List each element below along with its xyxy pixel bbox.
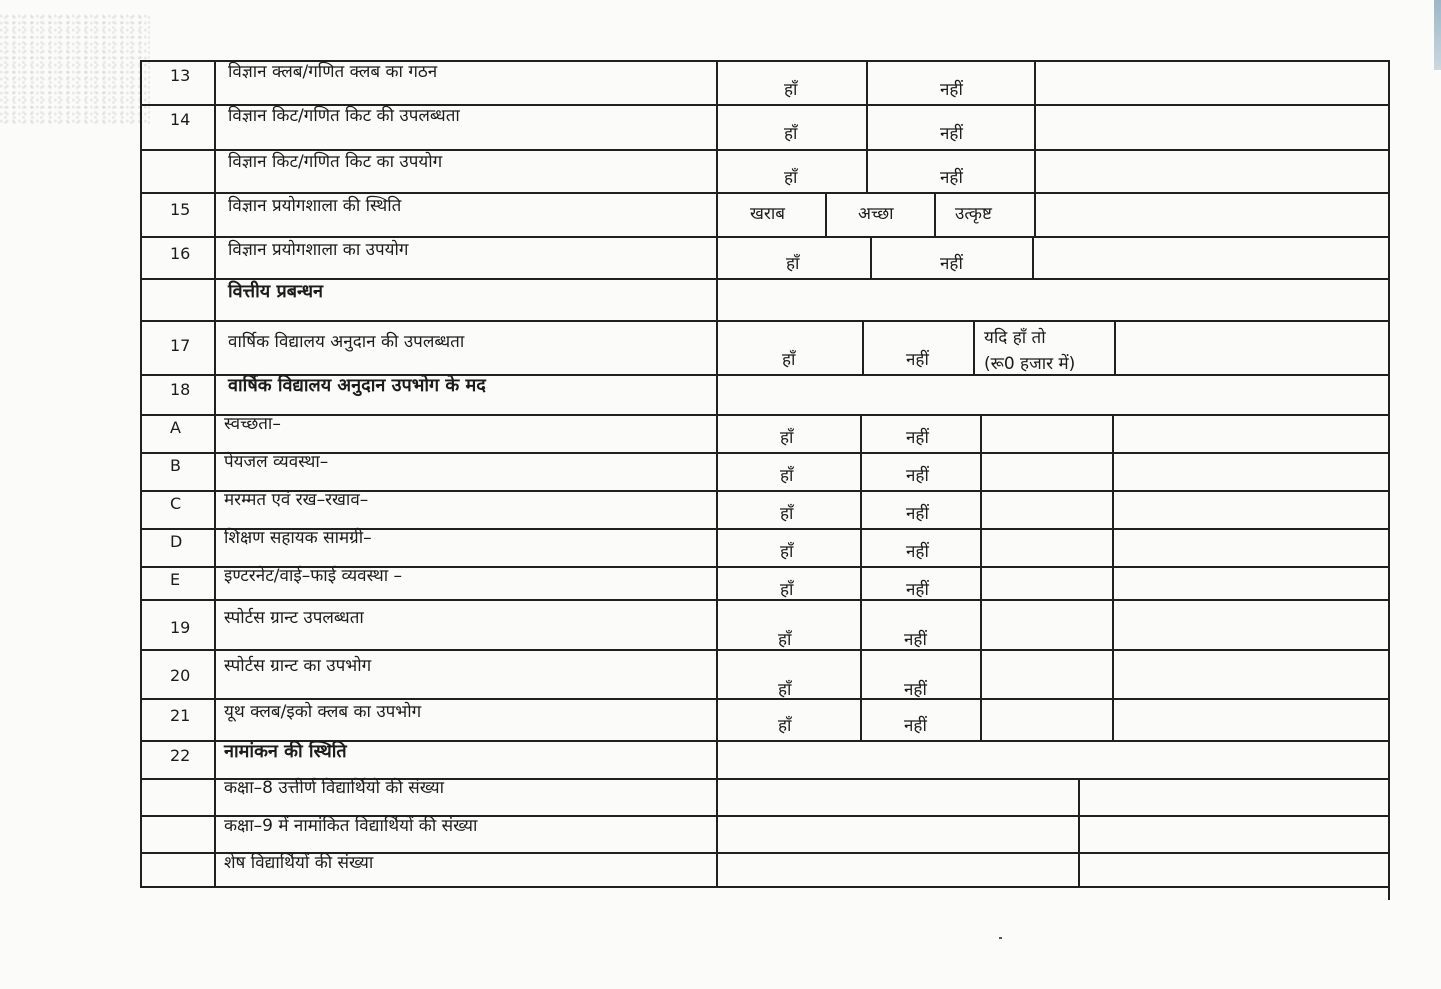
- row-number: A: [170, 418, 181, 437]
- row-label: स्पोर्टस ग्रान्ट उपलब्धता: [224, 608, 364, 628]
- no-option: नहीं: [904, 716, 927, 736]
- row-number: 13: [170, 66, 191, 85]
- choice-col-1-0: [870, 236, 872, 278]
- choice-col-0-0: [866, 60, 868, 192]
- row-number: 18: [170, 380, 191, 399]
- row-label: शेष विद्यार्थियों की संख्या: [224, 853, 374, 873]
- row-label: वार्षिक विद्यालय अनुदान की उपलब्धता: [228, 332, 465, 352]
- row-number: 20: [170, 666, 191, 685]
- row-border-20: [140, 886, 1388, 888]
- scan-dot: [999, 937, 1002, 939]
- row-label: विज्ञान किट/गणित किट की उपलब्धता: [228, 106, 460, 126]
- row-label: विज्ञान क्लब/गणित क्लब का गठन: [228, 62, 438, 82]
- choice-col-3-0: [860, 414, 862, 740]
- row-border-15: [140, 698, 1388, 700]
- row-label: कक्षा–9 में नामांकित विद्यार्थियों की संख्या: [224, 816, 478, 836]
- choice-col-0-1: [1034, 60, 1036, 192]
- yes-option: हाँ: [778, 630, 792, 650]
- option-col-1: [934, 192, 936, 236]
- no-option: नहीं: [906, 466, 929, 486]
- option-good: अच्छा: [858, 204, 894, 224]
- row-border-14: [140, 649, 1388, 651]
- no-option: नहीं: [906, 580, 929, 600]
- row-label: स्वच्छता–: [224, 414, 281, 434]
- yes-option: हाँ: [780, 466, 794, 486]
- row-label: नामांकन की स्थिति: [224, 741, 347, 762]
- choice-col-2-0: [862, 320, 864, 374]
- yes-option: हाँ: [780, 428, 794, 448]
- yes-option: हाँ: [780, 580, 794, 600]
- choice-col-3-2: [1112, 414, 1114, 740]
- row-label: स्पोर्टस ग्रान्ट का उपभोग: [224, 656, 372, 676]
- row-label: वार्षिक विद्यालय अनुदान उपभोग के मद: [228, 375, 486, 396]
- row-number: 14: [170, 110, 191, 129]
- row-number: 17: [170, 336, 191, 355]
- yes-option: हाँ: [784, 80, 798, 100]
- choice-col-1-1: [1032, 236, 1034, 278]
- option-col-2: [1034, 192, 1036, 236]
- row-label: विज्ञान प्रयोगशाला का उपयोग: [228, 240, 409, 260]
- no-option: नहीं: [904, 630, 927, 650]
- row-number: 19: [170, 618, 191, 637]
- no-option: नहीं: [906, 542, 929, 562]
- row-label: विज्ञान प्रयोगशाला की स्थिति: [228, 196, 402, 216]
- no-option: नहीं: [940, 168, 963, 188]
- row-number: 22: [170, 746, 191, 765]
- yes-option: हाँ: [786, 254, 800, 274]
- label-col-border: [716, 60, 718, 886]
- if-yes-label: यदि हाँ तो: [984, 328, 1046, 348]
- yes-option: हाँ: [780, 504, 794, 524]
- row-label: इण्टरनेट/वाई–फाई व्यवस्था –: [224, 566, 403, 586]
- no-option: नहीं: [940, 254, 963, 274]
- row-number: 16: [170, 244, 191, 263]
- row-label: कक्षा–8 उत्तीर्ण विद्यार्थियों की संख्या: [224, 778, 444, 798]
- choice-col-3-1: [980, 414, 982, 740]
- table-right-border: [1388, 60, 1390, 900]
- yes-option: हाँ: [784, 168, 798, 188]
- scan-artifact: [0, 14, 150, 124]
- choice-col-2-1: [973, 320, 975, 374]
- choice-col-2-2: [1114, 320, 1116, 374]
- option-excellent: उत्कृष्ट: [955, 204, 992, 224]
- yes-option: हाँ: [782, 350, 796, 370]
- no-option: नहीं: [906, 504, 929, 524]
- no-option: नहीं: [940, 80, 963, 100]
- row-number: 15: [170, 200, 191, 219]
- row-number: C: [170, 494, 182, 513]
- row-label: विज्ञान किट/गणित किट का उपयोग: [228, 152, 443, 172]
- row-label: पेयजल व्यवस्था–: [224, 452, 329, 472]
- row-border-4: [140, 236, 1388, 238]
- page-edge: [1434, 0, 1441, 70]
- no-option: नहीं: [904, 680, 927, 700]
- choice-col-4-0: [1078, 778, 1080, 886]
- no-option: नहीं: [906, 350, 929, 370]
- no-option: नहीं: [906, 428, 929, 448]
- row-label: यूथ क्लब/इको क्लब का उपभोग: [224, 702, 422, 722]
- num-col-border: [214, 60, 216, 886]
- row-number: B: [170, 456, 181, 475]
- table-left-border: [140, 60, 142, 886]
- row-border-8: [140, 414, 1388, 416]
- amount-unit-label: (रू0 हजार में): [984, 354, 1076, 374]
- row-border-2: [140, 149, 1388, 151]
- row-label: शिक्षण सहायक सामग्री–: [224, 528, 372, 548]
- row-border-6: [140, 320, 1388, 322]
- option-col-0: [825, 192, 827, 236]
- row-label: वित्तीय प्रबन्धन: [228, 281, 324, 302]
- row-border-13: [140, 599, 1388, 601]
- row-number: E: [170, 570, 181, 589]
- no-option: नहीं: [940, 124, 963, 144]
- yes-option: हाँ: [780, 542, 794, 562]
- yes-option: हाँ: [778, 680, 792, 700]
- row-border-3: [140, 192, 1388, 194]
- yes-option: हाँ: [784, 124, 798, 144]
- row-border-5: [140, 278, 1388, 280]
- row-label: मरम्मत एवं रख–रखाव–: [224, 490, 369, 510]
- row-number: 21: [170, 706, 191, 725]
- row-number: D: [170, 532, 183, 551]
- option-poor: खराब: [750, 204, 785, 224]
- yes-option: हाँ: [778, 716, 792, 736]
